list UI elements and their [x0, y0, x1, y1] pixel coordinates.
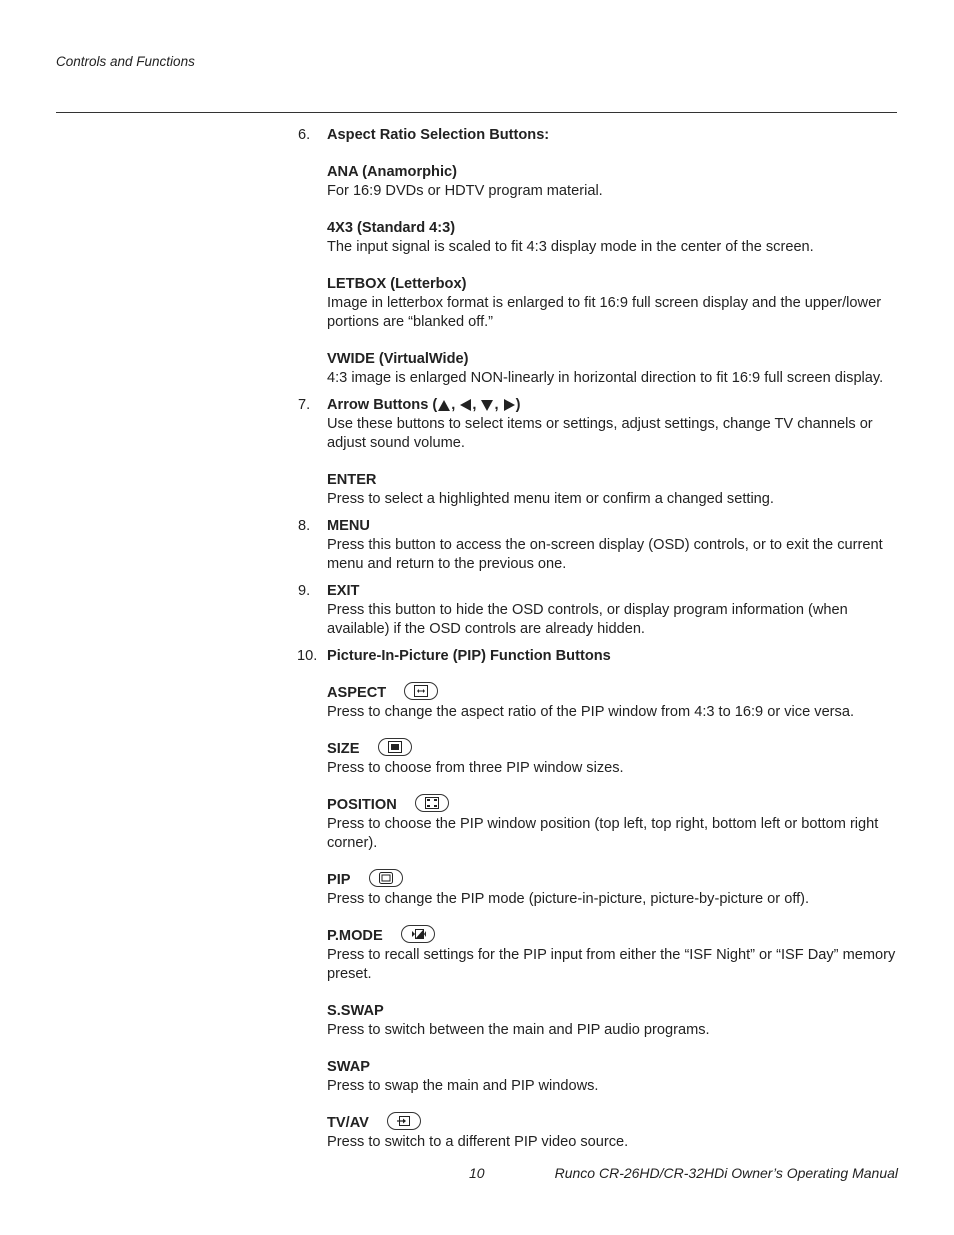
item-heading: Picture-In-Picture (PIP) Function Buttons	[327, 648, 611, 664]
item-number: 10.	[297, 648, 318, 664]
arrow-left-icon	[460, 399, 471, 411]
item-heading: Aspect Ratio Selection Buttons:	[327, 127, 550, 143]
running-header: Controls and Functions	[56, 54, 195, 69]
list-item-6	[298, 126, 898, 388]
subitem-tvav	[327, 1114, 898, 1152]
subitem-text: Press to swap the main and PIP windows.	[327, 1078, 599, 1094]
pmode-icon	[401, 925, 435, 943]
subitem-heading: PIP	[327, 872, 351, 888]
subitem-heading: ANA (Anamorphic)	[327, 164, 457, 180]
subitem-text: Press to choose from three PIP window sizes.	[327, 760, 624, 776]
subitem-heading: VWIDE (VirtualWide)	[327, 351, 469, 367]
heading-suffix: )	[515, 397, 521, 413]
arrow-up-icon	[438, 400, 450, 411]
subitem-letbox	[327, 275, 898, 332]
position-icon	[415, 794, 449, 812]
list-item-10	[298, 647, 898, 1152]
heading-separator: ,	[472, 397, 481, 413]
subitem-ana	[327, 163, 898, 201]
subitem-heading: SWAP	[327, 1059, 370, 1075]
subitem-sswap	[327, 1002, 898, 1040]
subitem-heading: LETBOX (Letterbox)	[327, 276, 467, 292]
arrow-down-icon	[481, 400, 493, 411]
subitem-heading: POSITION	[327, 797, 397, 813]
subitem-vwide	[327, 350, 898, 388]
subitem-text: Press to choose the PIP window position (top left, top right, bottom left or bottom right corner).	[327, 816, 879, 851]
subitem-text: Press to change the aspect ratio of the PIP window from 4:3 to 16:9 or vice versa.	[327, 704, 855, 720]
heading-separator: ,	[451, 397, 460, 413]
aspect-icon	[404, 682, 438, 700]
item-number: 7.	[298, 397, 311, 413]
subitem-text: Press to switch to a different PIP video source.	[327, 1134, 629, 1150]
subitem-size	[327, 740, 898, 778]
tvav-icon	[387, 1112, 421, 1130]
subitem-text: 4:3 image is enlarged NON-linearly in horizontal direction to fit 16:9 full screen display.	[327, 370, 884, 386]
subitem-text: Press to change the PIP mode (picture-in-picture, picture-by-picture or off).	[327, 891, 810, 907]
subitem-position	[327, 796, 898, 853]
subitem-text: The input signal is scaled to fit 4:3 display mode in the center of the screen.	[327, 239, 814, 255]
subitem-text: Press to select a highlighted menu item or confirm a changed setting.	[327, 491, 774, 507]
heading-separator: ,	[494, 397, 503, 413]
pip-icon	[369, 869, 403, 887]
heading-prefix: Arrow Buttons (	[327, 397, 438, 413]
subitem-pip	[327, 871, 898, 909]
subitem-pmode	[327, 927, 898, 984]
subitem-heading: SIZE	[327, 741, 360, 757]
size-icon	[378, 738, 412, 756]
item-text: Press this button to access the on-screen display (OSD) controls, or to exit the current menu and return to the previous one.	[327, 537, 883, 572]
subitem-heading: ENTER	[327, 472, 377, 488]
item-heading	[327, 396, 898, 415]
item-number: 8.	[298, 518, 311, 534]
subitem-heading: 4X3 (Standard 4:3)	[327, 220, 456, 236]
arrow-right-icon	[504, 399, 515, 411]
subitem-heading: S.SWAP	[327, 1003, 384, 1019]
item-number: 9.	[298, 583, 311, 599]
item-number: 6.	[298, 127, 311, 143]
subitem-4x3	[327, 219, 898, 257]
subitem-enter	[327, 471, 898, 509]
subitem-text: Image in letterbox format is enlarged to fit 16:9 full screen display and the upper/lower portions are “blanked off.”	[327, 295, 882, 330]
list-item-8	[298, 517, 898, 574]
header-rule	[56, 112, 897, 113]
manual-title: Runco CR-26HD/CR-32HDi Owner’s Operating Manual	[554, 1165, 898, 1181]
item-text: Use these buttons to select items or settings, adjust settings, change TV channels or adjust sound volume.	[327, 416, 873, 451]
item-heading: EXIT	[327, 583, 360, 599]
subitem-heading: P.MODE	[327, 928, 383, 944]
subitem-heading: ASPECT	[327, 685, 387, 701]
manual-content	[298, 126, 898, 1152]
subitem-text: Press to recall settings for the PIP input from either the “ISF Night” or “ISF Day” memory preset.	[327, 947, 896, 982]
item-heading: MENU	[327, 518, 370, 534]
page-number: 10	[469, 1165, 485, 1181]
subitem-heading: TV/AV	[327, 1115, 369, 1131]
subitem-swap	[327, 1058, 898, 1096]
subitem-text: For 16:9 DVDs or HDTV program material.	[327, 183, 603, 199]
subitem-aspect	[327, 684, 898, 722]
subitem-text: Press to switch between the main and PIP audio programs.	[327, 1022, 710, 1038]
item-text: Press this button to hide the OSD controls, or display program information (when available) if the OSD controls are already hidden.	[327, 602, 848, 637]
list-item-9	[298, 582, 898, 639]
list-item-7	[298, 396, 898, 509]
